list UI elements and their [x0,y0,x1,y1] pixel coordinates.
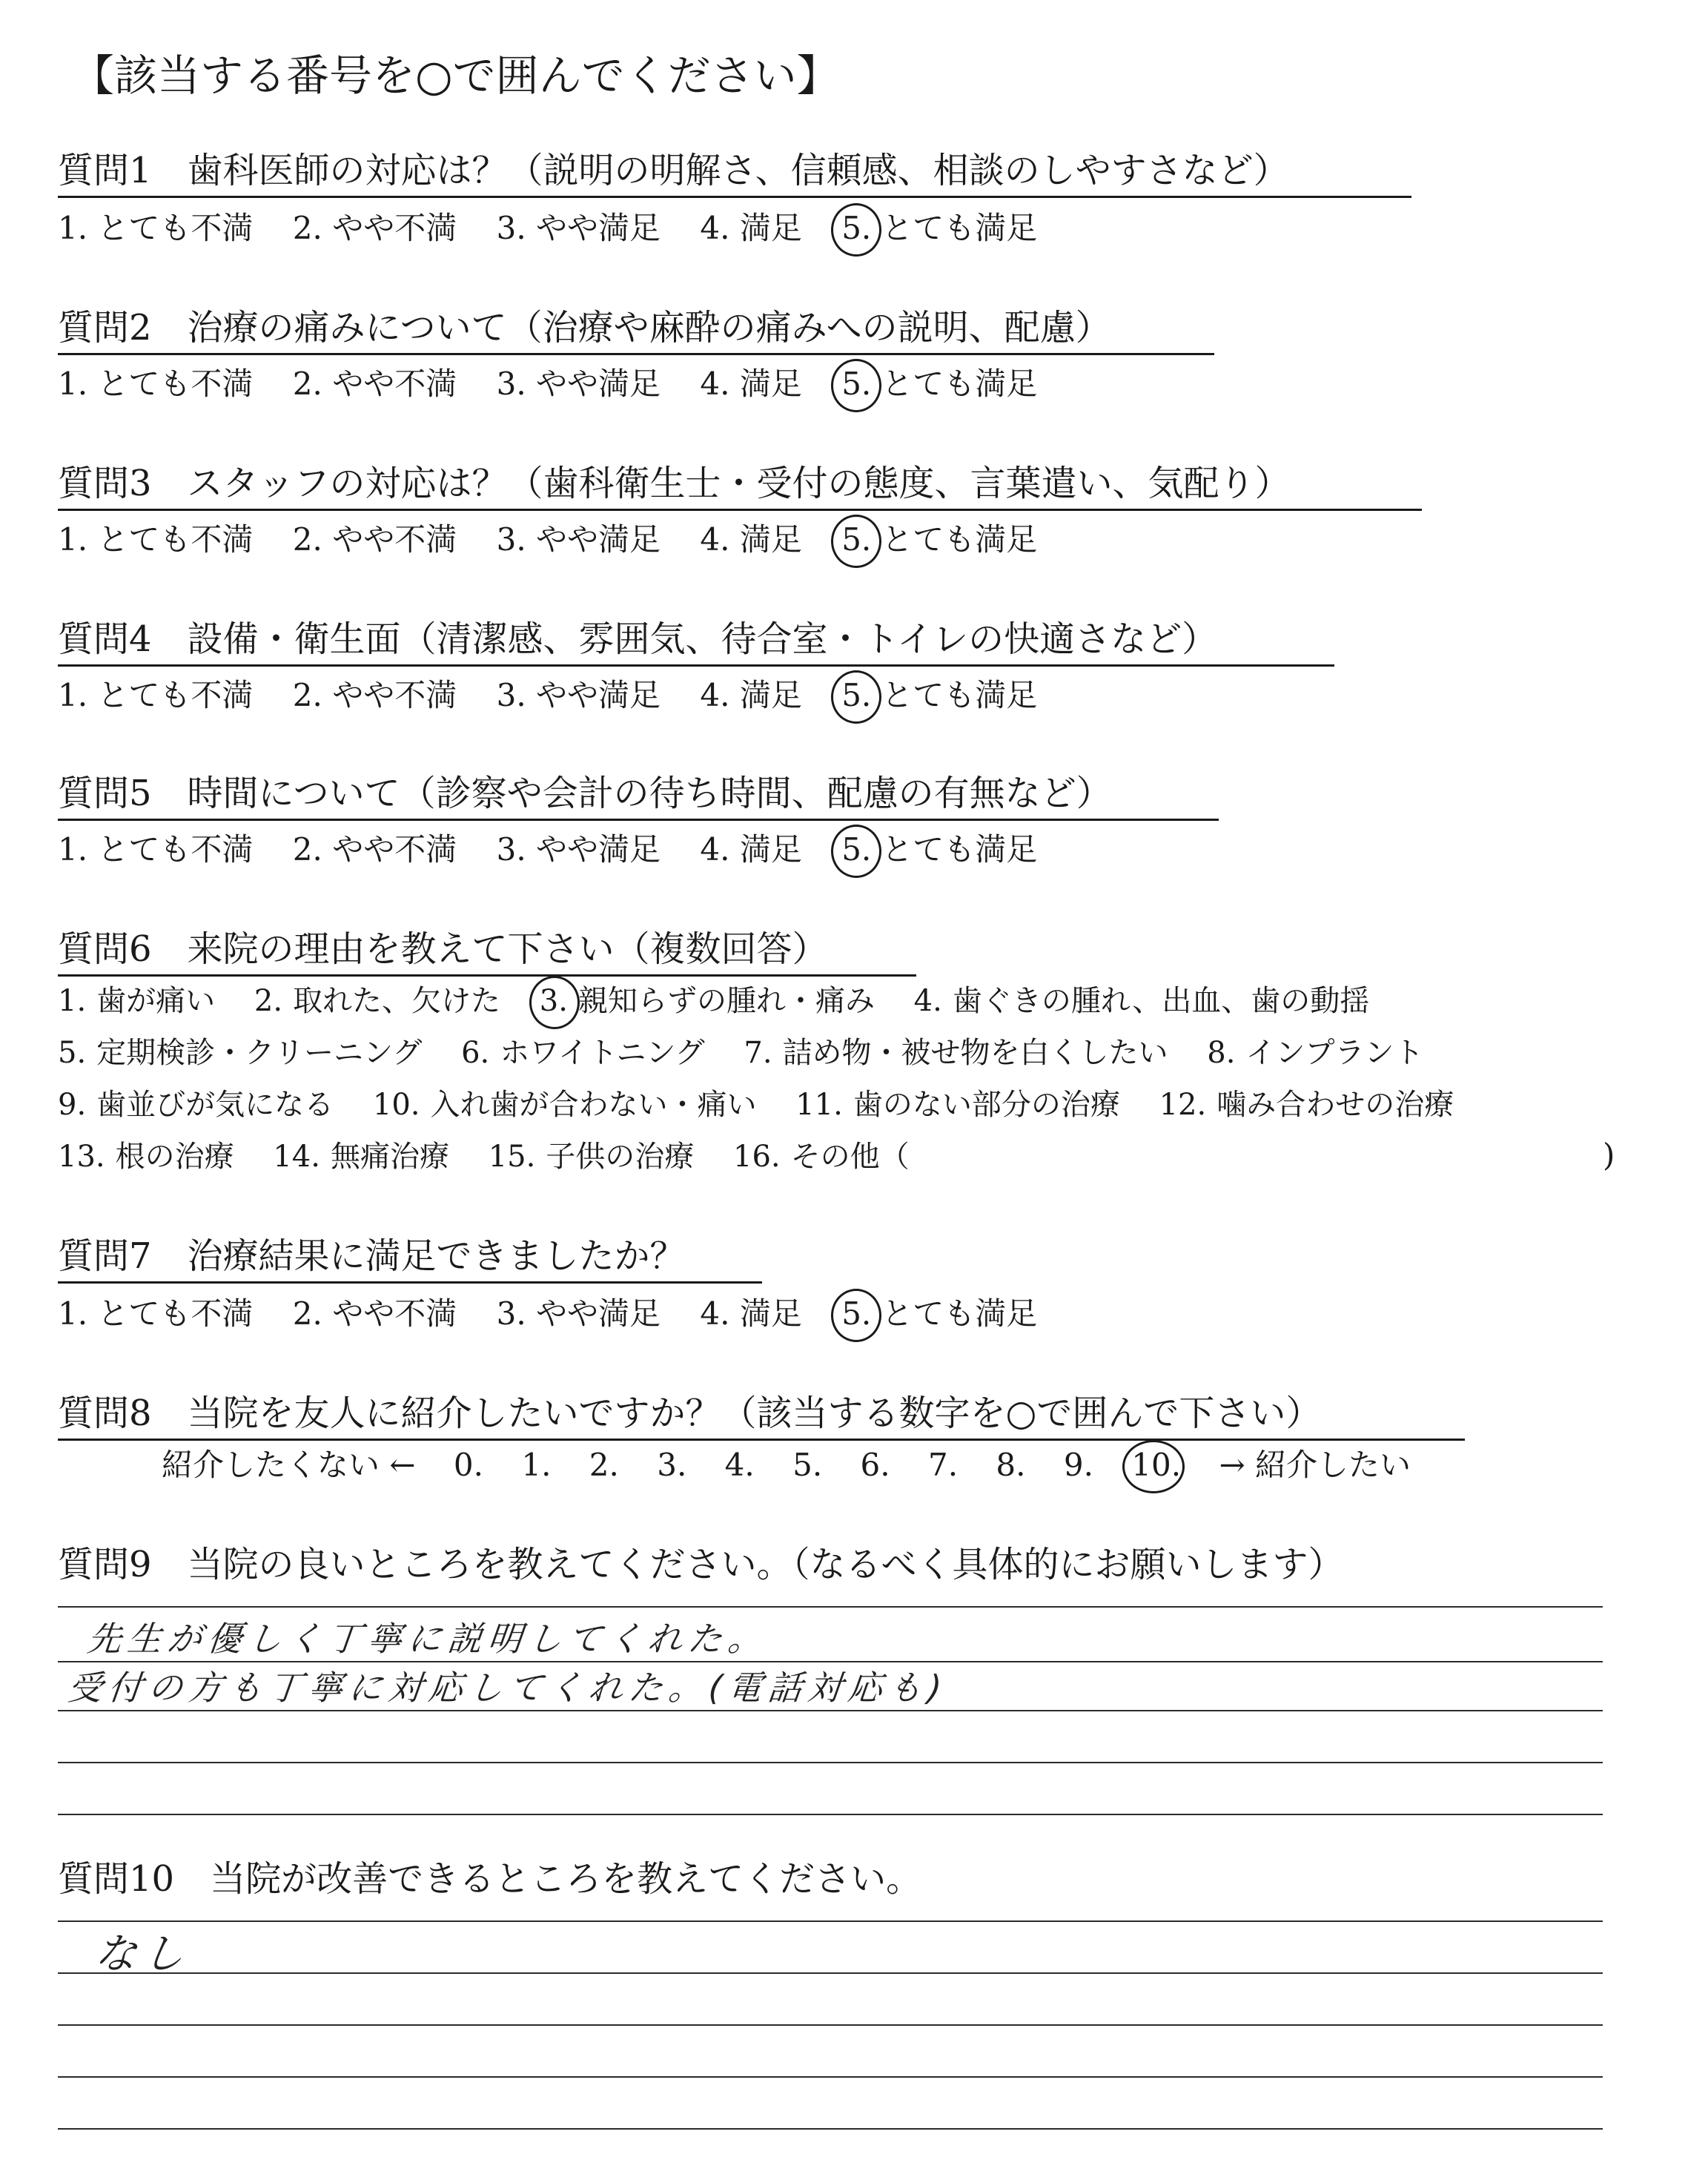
question-6-title: 質問6 来院の理由を教えて下さい（複数回答） [58,928,828,970]
question-2-options [58,363,1067,405]
q7-option-5[interactable] [841,1293,1037,1335]
question-3-underline [58,509,1422,511]
q8-scale-2[interactable]: 2. [589,1447,619,1483]
q10-answer-line-4 [58,2076,1603,2078]
q7-option-2[interactable]: 2. やや不満 [292,1295,457,1332]
q3-option-3[interactable]: 3. やや満足 [496,521,661,558]
q6-option-6[interactable]: 6. ホワイトニング [461,1036,705,1070]
instruction-heading: 【該当する番号を○で囲んでください】 [71,50,840,101]
q2-option-1[interactable]: 1. とても不満 [58,366,254,402]
q4-option-1[interactable]: 1. とても不満 [58,677,254,713]
q6-option-2[interactable]: 2. 取れた、欠けた [254,984,501,1018]
question-7-options [58,1293,1067,1335]
q6-row-4 [58,1136,939,1178]
q6-row-1 [58,980,1399,1022]
q3-option-5[interactable] [841,519,1037,561]
q5-option-3[interactable]: 3. やや満足 [496,831,661,868]
question-7-underline [58,1281,762,1284]
question-7-title: 質問7 治療結果に満足できましたか？ [58,1235,686,1277]
q6-option-5[interactable]: 5. 定期検診・クリーニング [58,1036,423,1070]
q8-scale [162,1444,1439,1486]
q6-option-14[interactable]: 14. 無痛治療 [273,1140,449,1174]
q1-option-2[interactable]: 2. やや不満 [292,210,457,246]
q6-row-2 [58,1032,1453,1074]
q6-option-4[interactable]: 4. 歯ぐきの腫れ、出血、歯の動揺 [913,984,1370,1018]
q2-option-5-label: とても満足 [881,366,1038,402]
question-9-title: 質問9 当院の良いところを教えてください。（なるべく具体的にお願いします） [58,1544,1344,1585]
q6-option-12[interactable]: 12. 噛み合わせの治療 [1159,1088,1454,1122]
q9-answer-line-1 [58,1606,1603,1608]
q6-option-3-circled: 3. [540,980,568,1022]
q5-option-5[interactable] [841,829,1037,871]
question-1-underline [58,196,1411,198]
q6-other-close-paren: ) [1603,1137,1615,1173]
q6-option-3[interactable]: 3. 親知らずの腫れ・痛み [540,980,875,1022]
question-5-underline [58,819,1219,821]
q8-scale-9[interactable]: 9. [1063,1447,1093,1483]
q8-scale-0[interactable]: 0. [453,1447,483,1483]
q8-left-label: 紹介したくない ← [162,1447,416,1483]
q10-answer-line-1 [58,1920,1603,1922]
q5-option-1[interactable]: 1. とても不満 [58,831,254,868]
question-2-underline [58,353,1214,355]
q6-option-10[interactable]: 10. 入れ歯が合わない・痛い [372,1088,757,1122]
q10-answer-line-2 [58,1972,1603,1974]
q6-option-7[interactable]: 7. 詰め物・被せ物を白くしたい [744,1036,1168,1070]
q8-scale-7[interactable]: 7. [927,1447,959,1483]
q9-answer-line-2 [58,1661,1603,1662]
question-1-title: 質問1 歯科医師の対応は？（説明の明解さ、信頼感、相談のしやすさなど） [58,150,1289,191]
q10-handwritten-answer: なし [92,1930,193,1978]
q10-answer-line-3 [58,2024,1603,2026]
q9-handwritten-answer-1: 先生が優しく丁寧に説明してくれた。 [85,1619,770,1659]
q2-option-2[interactable]: 2. やや不満 [292,366,457,402]
q6-option-11[interactable]: 11. 歯のない部分の治療 [795,1088,1120,1122]
q5-option-5-label: とても満足 [881,831,1038,868]
q1-option-5-label: とても満足 [881,210,1038,246]
q7-option-5-label: とても満足 [881,1295,1038,1332]
q7-option-4[interactable]: 4. 満足 [700,1295,802,1332]
q8-scale-3[interactable]: 3. [657,1447,687,1483]
q1-option-5-circled: 5. [841,208,871,249]
question-3-options [58,519,1067,561]
q8-scale-1[interactable]: 1. [521,1447,552,1483]
question-8-title: 質問8 当院を友人に紹介したいですか？（該当する数字を○で囲んで下さい） [58,1393,1322,1434]
q3-option-5-circled: 5. [841,519,871,561]
q7-option-1[interactable]: 1. とても不満 [58,1295,254,1332]
question-4-options [58,675,1067,716]
question-5-title: 質問5 時間について（診察や会計の待ち時間、配慮の有無など） [58,773,1112,814]
q4-option-5-circled: 5. [841,675,871,716]
q9-answer-line-3 [58,1710,1603,1711]
q4-option-5[interactable] [841,675,1037,716]
q1-option-5[interactable] [841,208,1037,249]
q3-option-1[interactable]: 1. とても不満 [58,521,254,558]
question-8-underline [58,1439,1465,1441]
question-1-options [58,208,1052,249]
q6-option-16[interactable]: 16. その他（ [733,1140,910,1174]
q8-scale-8[interactable]: 8. [996,1447,1026,1483]
q5-option-2[interactable]: 2. やや不満 [292,831,457,868]
q10-answer-line-5 [58,2128,1603,2130]
question-2-title: 質問2 治療の痛みについて（治療や麻酔の痛みへの説明、配慮） [58,307,1111,349]
q7-option-5-circled: 5. [841,1293,871,1335]
q4-option-2[interactable]: 2. やや不満 [292,677,457,713]
q9-answer-line-4 [58,1762,1603,1763]
q2-option-4[interactable]: 4. 満足 [700,366,802,402]
q1-option-3[interactable]: 3. やや満足 [496,210,661,246]
q3-option-5-label: とても満足 [881,521,1038,558]
q8-scale-5[interactable]: 5. [792,1447,823,1483]
q9-answer-line-5 [58,1814,1603,1815]
q6-option-13[interactable]: 13. 根の治療 [58,1140,234,1174]
q2-option-5-circled: 5. [841,363,871,405]
q4-option-5-label: とても満足 [881,677,1038,713]
q3-option-4[interactable]: 4. 満足 [700,521,802,558]
q8-scale-4[interactable]: 4. [724,1447,755,1483]
q2-option-5[interactable] [841,363,1037,405]
q6-option-1[interactable]: 1. 歯が痛い [58,984,216,1018]
q9-handwritten-answer-2: 受付の方も丁寧に対応してくれた。(電話対応も) [66,1668,950,1708]
question-3-title: 質問3 スタッフの対応は？（歯科衛生士・受付の態度、言葉遣い、気配り） [58,463,1291,504]
q6-option-15[interactable]: 15. 子供の治療 [488,1140,695,1174]
q8-scale-10-circled[interactable]: 10. [1131,1444,1181,1486]
q5-option-4[interactable]: 4. 満足 [700,831,802,868]
q5-option-5-circled: 5. [841,829,871,871]
question-6-underline [58,974,916,977]
question-10-title: 質問10 当院が改善できるところを教えてください。 [58,1858,922,1900]
q2-option-3[interactable]: 3. やや満足 [496,366,661,402]
q4-option-3[interactable]: 3. やや満足 [496,677,661,713]
q7-option-3[interactable]: 3. やや満足 [496,1295,661,1332]
q1-option-4[interactable]: 4. 満足 [700,210,802,246]
q8-right-label: → 紹介したい [1219,1447,1411,1483]
question-5-options [58,829,1067,871]
question-4-title: 質問4 設備・衛生面（清潔感、雰囲気、待合室・トイレの快適さなど） [58,618,1218,660]
q3-option-2[interactable]: 2. やや不満 [292,521,457,558]
question-4-underline [58,664,1334,667]
q8-scale-6[interactable]: 6. [860,1447,890,1483]
q6-option-9[interactable]: 9. 歯並びが気になる [58,1088,334,1122]
q6-option-8[interactable]: 8. インプラント [1207,1036,1424,1070]
q6-row-3 [58,1084,1483,1126]
q4-option-4[interactable]: 4. 満足 [700,677,802,713]
q1-option-1[interactable]: 1. とても不満 [58,210,254,246]
